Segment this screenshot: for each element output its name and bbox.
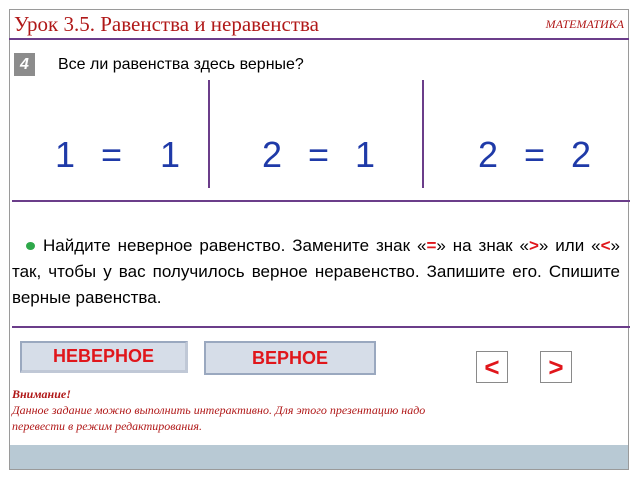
note-line-1: Данное задание можно выполнить интерактивно. Для этого презентацию надо [12,403,426,417]
footer-bar [10,445,628,469]
column-divider-1 [208,80,210,188]
equation-1: 1 = 1 [55,134,183,175]
less-sign: < [600,236,611,255]
section-divider-bottom [12,326,630,328]
task-number-badge: 4 [14,53,35,76]
equation-2: 2 = 1 [262,134,378,175]
greater-sign: > [528,236,539,255]
column-divider-2 [422,80,424,188]
title-divider [9,38,629,40]
section-divider-top [12,200,630,202]
note-line-2: перевести в режим редактирования. [12,419,202,433]
greater-than-button[interactable]: > [540,351,572,383]
note-heading: Внимание! [12,387,71,401]
attention-note [12,386,425,434]
task-question: Все ли равенства здесь верные? [58,56,304,73]
correct-button[interactable]: ВЕРНОЕ [204,341,376,375]
task-instruction: Найдите неверное равенство. Замените знак «=» на знак «>» или «<» так, чтобы у вас получилось верное неравенство. Запишите его. Спишите верные равенства. [12,236,620,307]
subject-label: МАТЕМАТИКА [545,17,624,31]
equation-3: 2 = 2 [478,134,594,175]
wrong-button[interactable]: НЕВЕРНОЕ [20,341,188,373]
lesson-title: Урок 3.5. Равенства и неравенства [14,12,319,36]
equals-sign: = [426,236,437,255]
bullet-icon [26,242,35,250]
less-than-button[interactable]: < [476,351,508,383]
